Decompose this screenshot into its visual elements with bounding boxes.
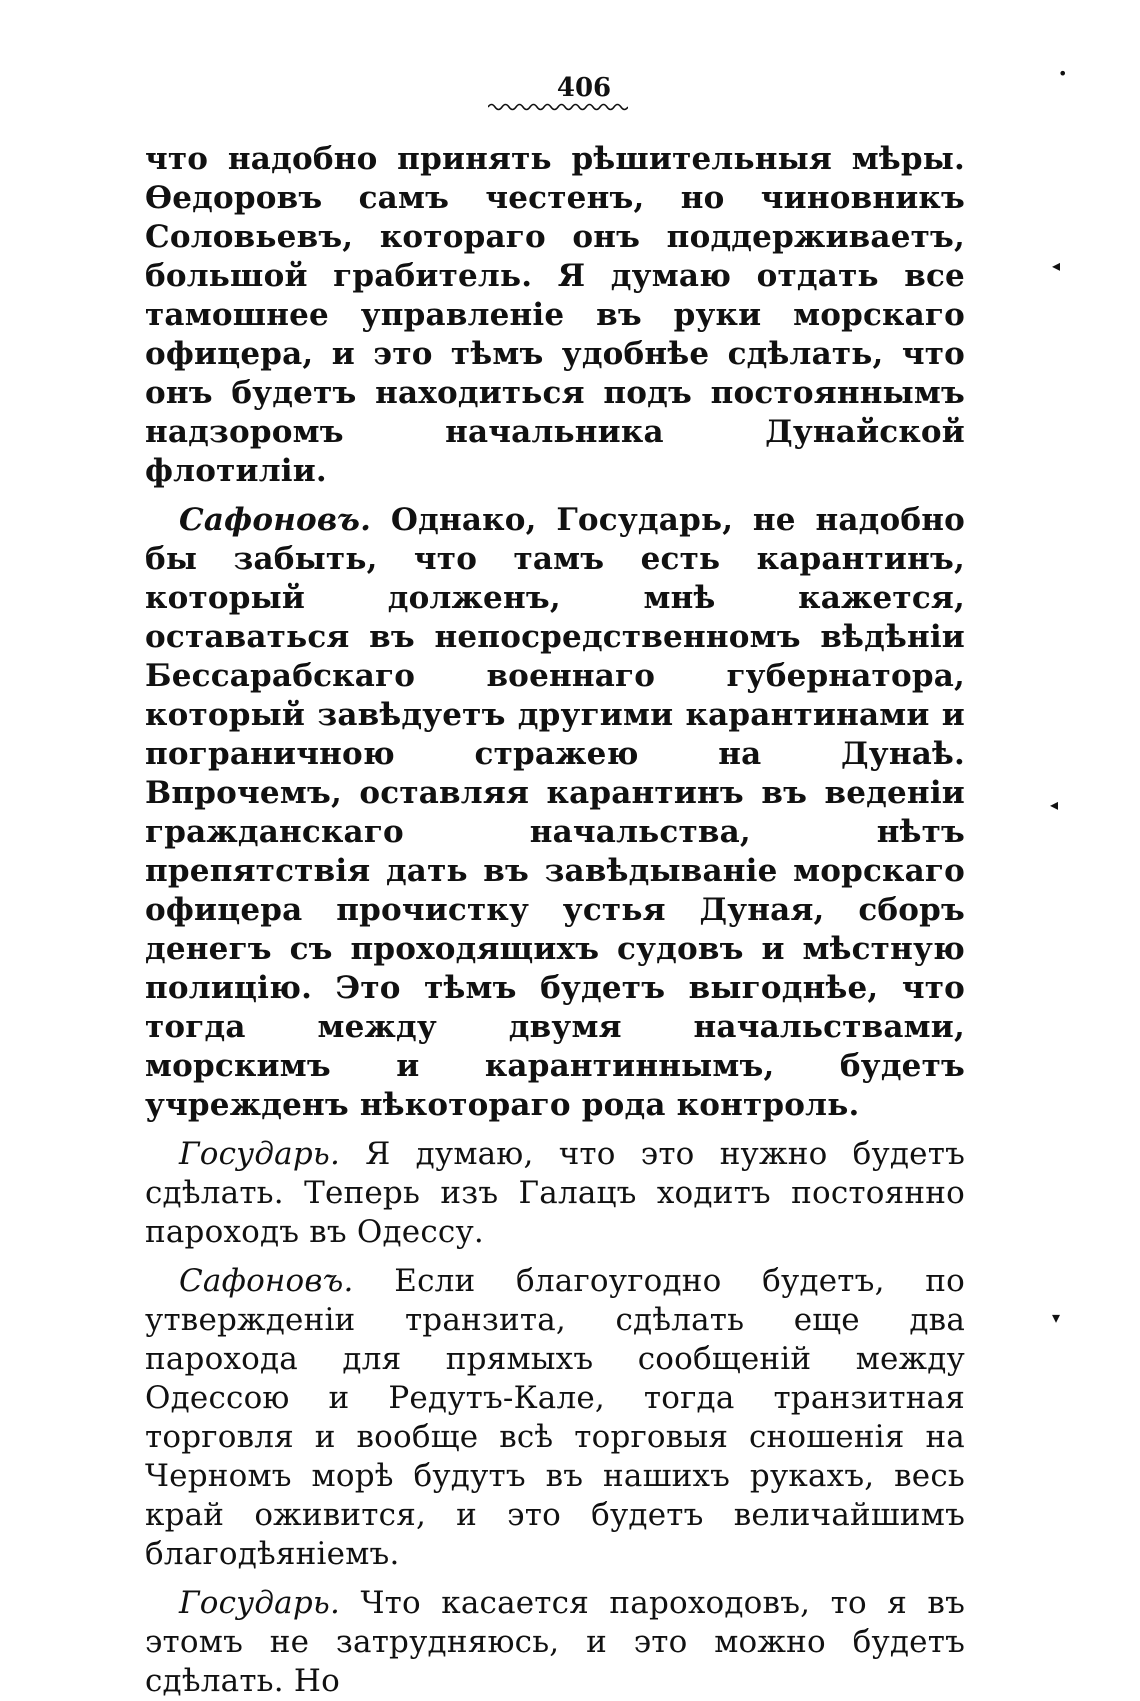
body-text — [145, 140, 965, 1701]
wavy-rule-ornament — [488, 102, 628, 112]
paragraph-continuation — [145, 140, 965, 491]
margin-speck: ◂ — [1050, 795, 1059, 814]
paragraph-text: Если благоугодно будетъ, по утвержденіи транзита, сдѣлать еще два парохода для прямыхъ сообщеній между Одессою и Редутъ-Кале, тогда транзитная торговля и вообще всѣ торговыя сношенія на Черномъ морѣ будутъ въ нашихъ рукахъ, весь край оживится, и это будетъ величайшимъ благодѣяніемъ. — [145, 1263, 966, 1572]
margin-speck: ◂ — [1052, 256, 1061, 275]
page-header — [0, 74, 1140, 112]
paragraph-safonov-2 — [145, 1262, 965, 1574]
speaker-name: Сафоновъ. — [179, 1263, 354, 1299]
paragraph-gosudar-1 — [145, 1135, 965, 1252]
page-number: 406 — [556, 73, 612, 103]
paragraph-text: что надобно принять рѣшительныя мѣры. Өедоровъ самъ честенъ, но чиновникъ Соловьевъ, котораго онъ поддерживаетъ, большой грабитель. Я думаю отдать все тамошнее управленіе въ руки морскаго офицера, и это тѣмъ удобнѣе сдѣлать, что онъ будетъ находиться подъ постояннымъ надзоромъ начальника Дунайской флотиліи. — [145, 141, 965, 489]
margin-speck: ▾ — [1052, 1308, 1061, 1327]
speaker-name: Государь. — [179, 1585, 341, 1621]
speaker-name: Сафоновъ. — [179, 502, 372, 538]
paragraph-gosudar-2 — [145, 1584, 965, 1701]
paragraph-text: Однако, Государь, не надобно бы забыть, что тамъ есть карантинъ, который долженъ, мнѣ кажется, оставаться въ непосредственномъ вѣдѣніи Бессарабскаго военнаго губернатора, который завѣдуетъ другими карантинами и пограничною стражею на Дунаѣ. Впрочемъ, оставляя карантинъ въ веденіи гражданскаго начальства, нѣтъ препятствія дать въ завѣдываніе морскаго офицера прочистку устья Дуная, сборъ денегъ съ проходящихъ судовъ и мѣстную полицію. Это тѣмъ будетъ выгоднѣе, что тогда между двумя начальствами, морскимъ и карантиннымъ, будетъ учрежденъ нѣкотораго рода контроль. — [145, 502, 966, 1123]
speaker-name: Государь. — [179, 1136, 341, 1172]
paragraph-text: Что касается пароходовъ, то я въ этомъ не затрудняюсь, и это можно будетъ сдѣлать. Но — [145, 1585, 965, 1699]
paragraph-text: Я думаю, что это нужно будетъ сдѣлать. Теперь изъ Галацъ ходитъ постоянно пароходъ въ Одессу. — [145, 1136, 965, 1250]
margin-speck: • — [1058, 64, 1068, 83]
paragraph-safonov-1 — [145, 501, 965, 1125]
